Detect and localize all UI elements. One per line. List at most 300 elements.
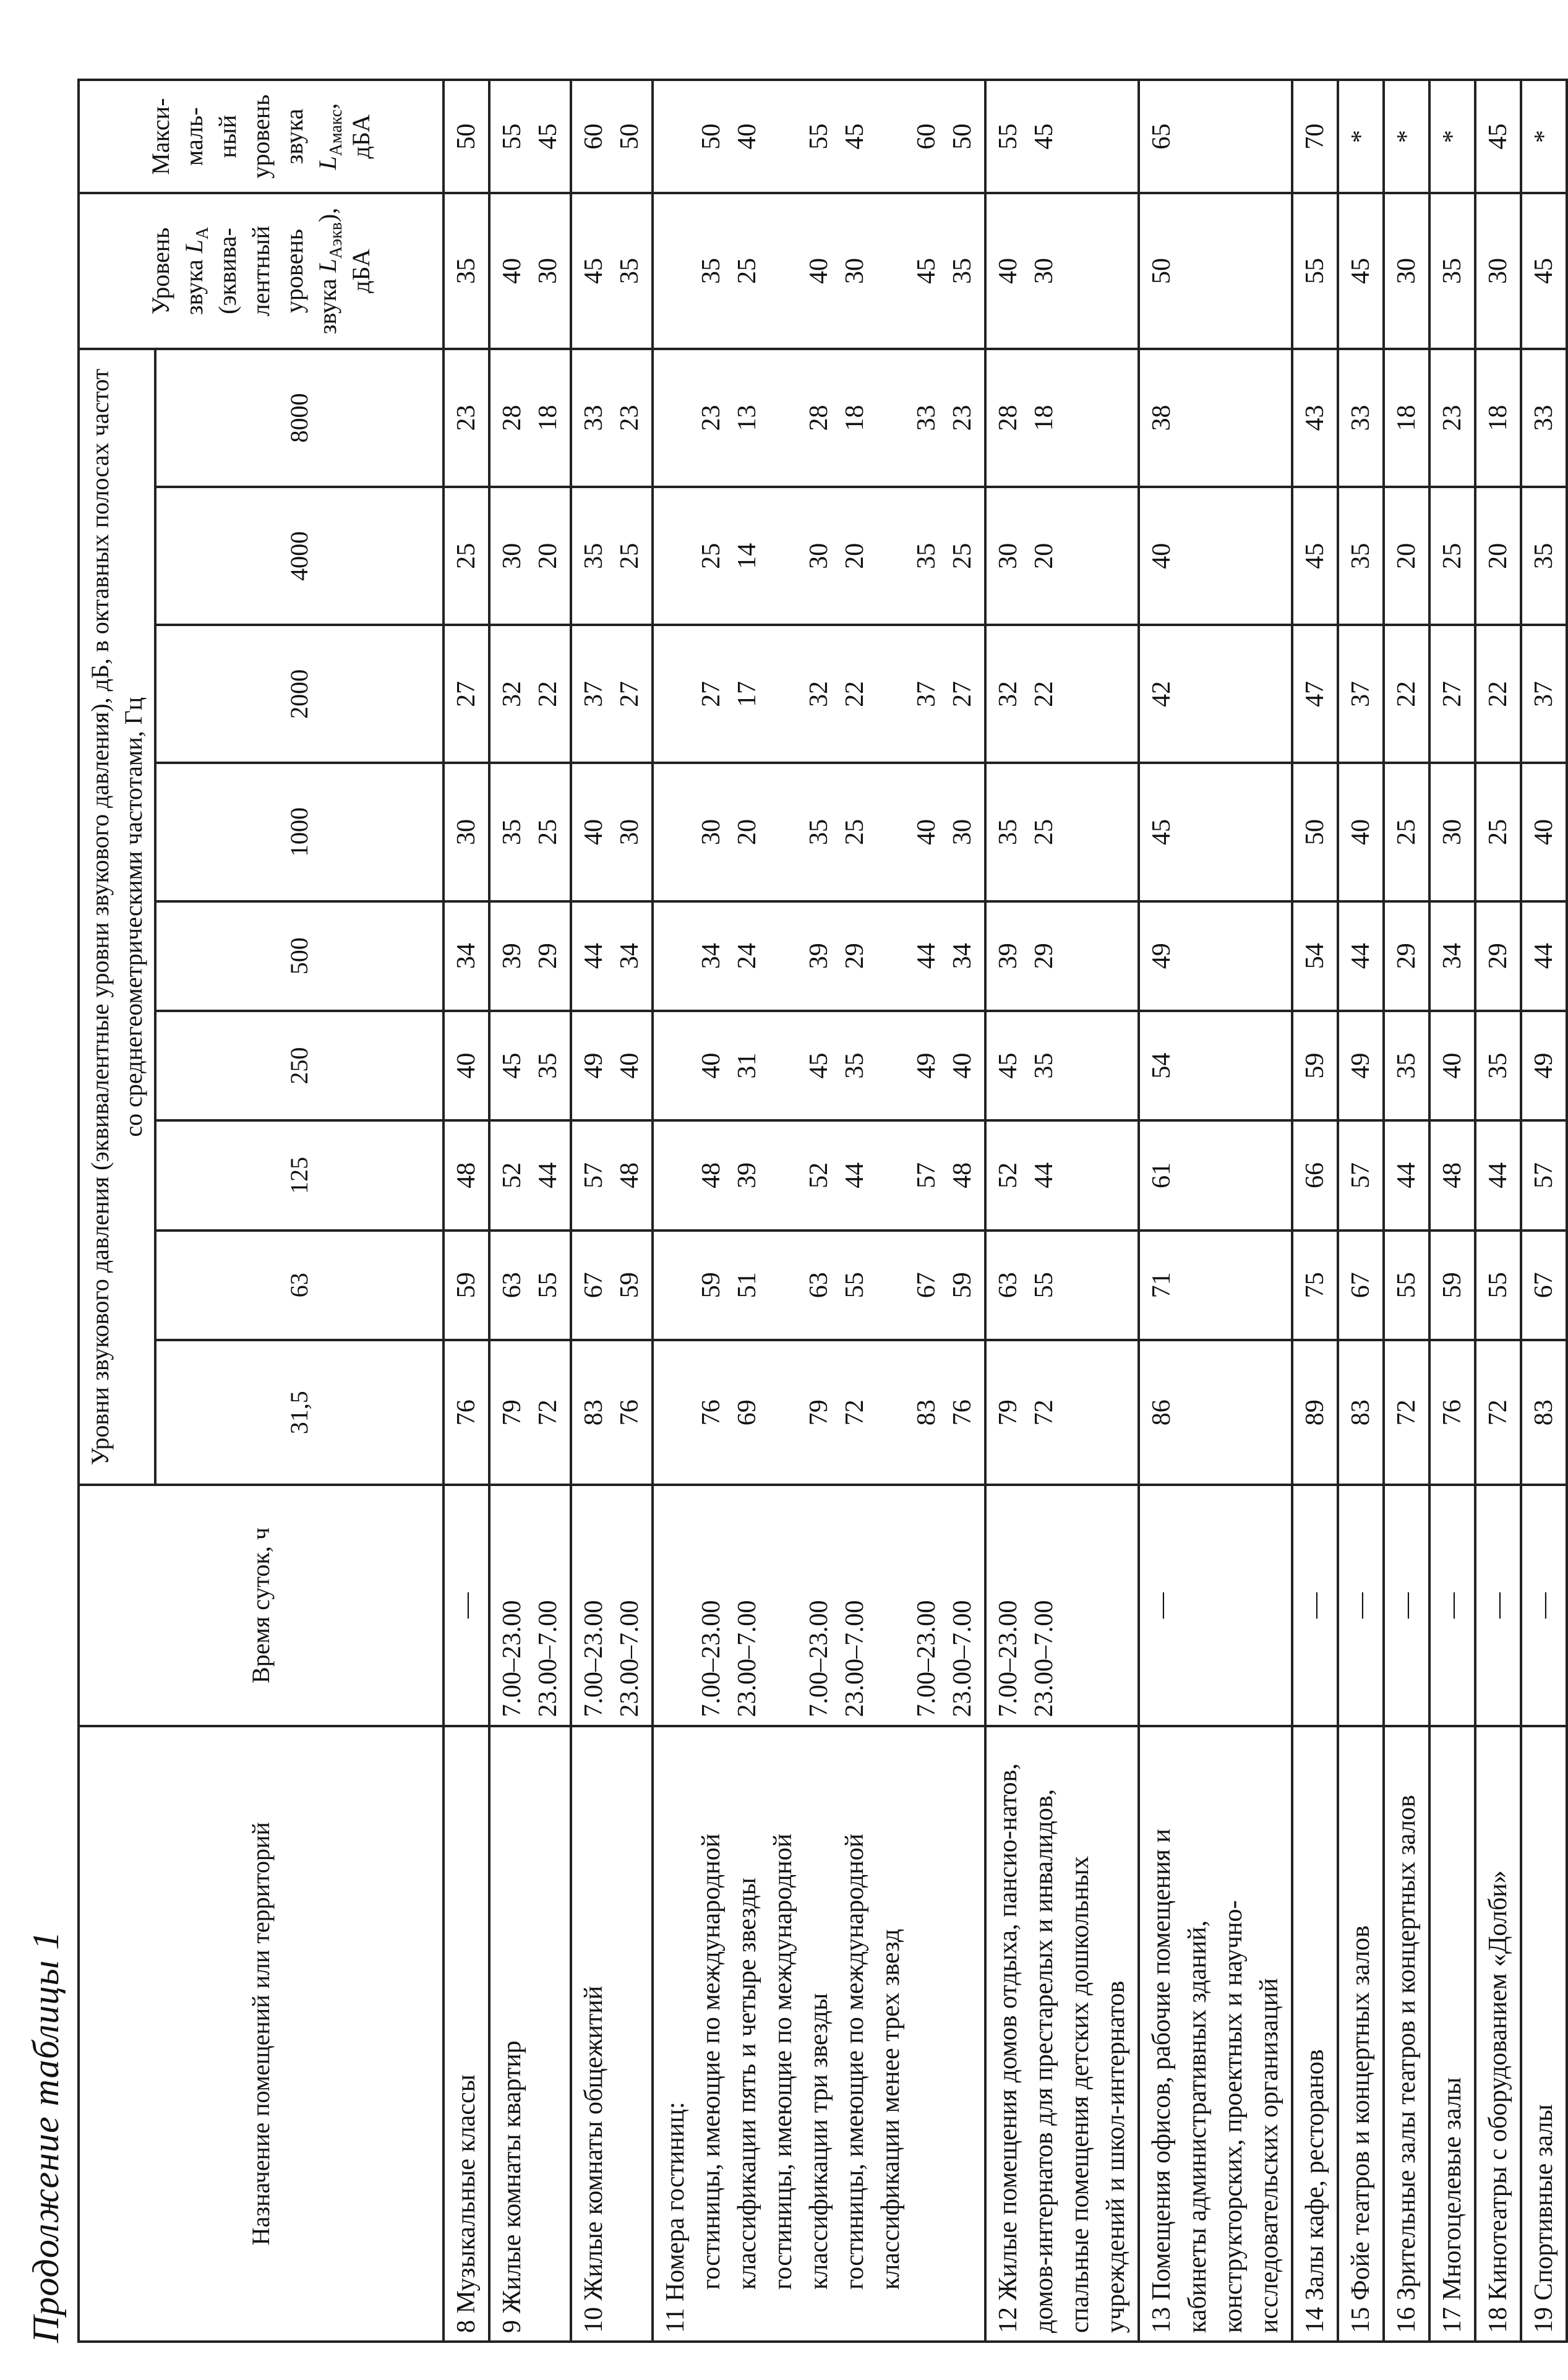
- level-value: 28: [805, 405, 833, 431]
- value-cell: [1384, 1011, 1429, 1120]
- level-value: 67: [1530, 1272, 1558, 1299]
- level-value: 50: [452, 123, 481, 150]
- value-cell: [1338, 625, 1384, 763]
- freq-header: 1000: [155, 763, 443, 901]
- value-cell: [1475, 625, 1521, 763]
- level-value: 29: [534, 943, 562, 969]
- room-name: [571, 1726, 653, 2342]
- value-cell: [1475, 1011, 1521, 1120]
- level-value: 72: [841, 1399, 869, 1426]
- room-name: [1384, 1726, 1429, 2342]
- level-value: 37: [580, 681, 608, 707]
- time-of-day: [1429, 1485, 1475, 1725]
- level-value: 35: [452, 258, 481, 285]
- level-value: 40: [994, 258, 1022, 285]
- room-title: 13 Помещения офисов, рабочие помещения и кабинеты административных зданий, конструкторских, проектных и научно-исследовательских организаций: [1147, 1829, 1283, 2333]
- value-cell: [1475, 901, 1521, 1011]
- value-cell: [985, 1340, 1139, 1485]
- spacer: [765, 1015, 801, 1117]
- table-row: [443, 80, 489, 2342]
- value-cell: [1429, 763, 1475, 901]
- value-cell: [1292, 1340, 1338, 1485]
- time-of-day: [985, 1485, 1139, 1725]
- level-value: 49: [912, 1052, 941, 1079]
- value-cell: [571, 625, 653, 763]
- time-value: 7.00–23.00: [805, 1600, 833, 1717]
- level-value: 30: [1484, 258, 1512, 285]
- spacer: [658, 905, 693, 1007]
- value-cell: [1292, 763, 1338, 901]
- level-value: 61: [1147, 1162, 1176, 1188]
- level-value: 40: [1347, 818, 1375, 845]
- level-value: 35: [1347, 543, 1375, 569]
- level-value: 52: [805, 1162, 833, 1188]
- value-cell: [489, 1011, 571, 1120]
- level-value: 52: [994, 1162, 1022, 1188]
- time-of-day: [489, 1485, 571, 1725]
- value-cell: [571, 1120, 653, 1230]
- level-value: 43: [1301, 405, 1329, 431]
- spacer: [873, 905, 909, 1007]
- value-cell: [1292, 1231, 1338, 1340]
- time-value: 23.00–7.00: [615, 1600, 644, 1717]
- level-value: 45: [1301, 543, 1329, 569]
- level-value: 44: [912, 943, 941, 969]
- level-value: 30: [1392, 258, 1421, 285]
- header-time: Время суток, ч: [79, 1485, 443, 1725]
- value-cell: [1429, 193, 1475, 349]
- time-value: 23.00–7.00: [733, 1600, 761, 1717]
- level-value: 29: [1030, 943, 1058, 969]
- value-cell: [1338, 1120, 1384, 1230]
- level-value: 35: [948, 258, 977, 285]
- value-cell: [653, 80, 985, 193]
- time-of-day: [571, 1485, 653, 1725]
- time-of-day: [1475, 1485, 1521, 1725]
- level-value: 39: [994, 943, 1022, 969]
- level-value: 35: [498, 818, 526, 845]
- time-value: —: [1484, 1592, 1512, 1618]
- level-value: 32: [994, 681, 1022, 707]
- spacer: [873, 1015, 909, 1117]
- level-value: 30: [534, 258, 562, 285]
- table-row: [653, 80, 985, 2342]
- level-value: 75: [1301, 1272, 1329, 1299]
- level-value: 42: [1147, 681, 1176, 707]
- level-value: 55: [841, 1272, 869, 1299]
- level-value: 50: [948, 123, 977, 150]
- level-value: 35: [580, 543, 608, 569]
- table-row: [489, 80, 571, 2342]
- spacer: [873, 1234, 909, 1336]
- spacer: [765, 1344, 801, 1482]
- value-cell: [489, 901, 571, 1011]
- room-name: [1521, 1726, 1567, 2342]
- value-cell: [1139, 193, 1292, 349]
- level-value: 27: [452, 681, 481, 707]
- level-value: 45: [580, 258, 608, 285]
- value-cell: [1475, 193, 1521, 349]
- table-row: [1338, 80, 1384, 2342]
- level-value: 18: [1484, 405, 1512, 431]
- value-cell: [1292, 1011, 1338, 1120]
- noise-levels-table: [77, 79, 1568, 2343]
- spacer: [658, 1015, 693, 1117]
- value-cell: [1521, 1011, 1567, 1120]
- level-value: 33: [1530, 405, 1558, 431]
- level-value: 17: [733, 681, 761, 707]
- room-title: 11 Номера гостиниц:: [661, 2102, 690, 2333]
- level-value: 49: [580, 1052, 608, 1079]
- level-value: 35: [805, 818, 833, 845]
- spacer: [658, 1493, 693, 1717]
- level-value: 22: [1392, 681, 1421, 707]
- time-value: —: [1438, 1592, 1467, 1618]
- level-value: 30: [697, 818, 726, 845]
- time-value: 7.00–23.00: [697, 1600, 726, 1717]
- room-title: 8 Музыкальные классы: [452, 2074, 481, 2333]
- level-value: 30: [615, 818, 644, 845]
- spacer: [873, 1124, 909, 1226]
- level-value: 44: [1392, 1162, 1421, 1188]
- spacer: [765, 84, 801, 189]
- value-cell: [1384, 349, 1429, 487]
- value-cell: [1338, 901, 1384, 1011]
- room-name: [1475, 1726, 1521, 2342]
- value-cell: [1338, 1231, 1384, 1340]
- level-value: 45: [841, 123, 869, 150]
- value-cell: [1139, 1231, 1292, 1340]
- level-value: 25: [1484, 818, 1512, 845]
- value-cell: [1139, 763, 1292, 901]
- level-value: 76: [1438, 1399, 1467, 1426]
- level-value: 44: [1530, 943, 1558, 969]
- level-value: 44: [580, 943, 608, 969]
- level-value: 33: [1347, 405, 1375, 431]
- value-cell: [1292, 625, 1338, 763]
- spacer: [658, 197, 693, 345]
- value-cell: [1521, 193, 1567, 349]
- level-value: 55: [534, 1272, 562, 1299]
- value-cell: [489, 349, 571, 487]
- level-value: 45: [1030, 123, 1058, 150]
- level-value: 35: [1484, 1052, 1512, 1079]
- level-value: 44: [1484, 1162, 1512, 1188]
- table-row: [1429, 80, 1475, 2342]
- value-cell: [1384, 193, 1429, 349]
- level-value: 20: [1484, 543, 1512, 569]
- freq-header: 500: [155, 901, 443, 1011]
- value-cell: [985, 487, 1139, 625]
- room-title: 10 Жилые комнаты общежитий: [580, 1985, 608, 2333]
- level-value: 67: [912, 1272, 941, 1299]
- room-name: [1292, 1726, 1338, 2342]
- value-cell: [489, 487, 571, 625]
- value-cell: [985, 1120, 1139, 1230]
- value-cell: [653, 1120, 985, 1230]
- level-value: 52: [498, 1162, 526, 1188]
- level-value: 38: [1147, 405, 1176, 431]
- spacer: [765, 1493, 801, 1717]
- value-cell: [571, 349, 653, 487]
- value-cell: [1139, 80, 1292, 193]
- level-value: *: [1392, 130, 1421, 144]
- spacer: [765, 905, 801, 1007]
- value-cell: [1139, 487, 1292, 625]
- value-cell: [1384, 1340, 1429, 1485]
- level-value: 48: [697, 1162, 726, 1188]
- level-value: 25: [1392, 818, 1421, 845]
- room-name: [443, 1726, 489, 2342]
- value-cell: [489, 763, 571, 901]
- level-value: 54: [1301, 943, 1329, 969]
- table-row: [1292, 80, 1338, 2342]
- value-cell: [571, 1231, 653, 1340]
- level-value: 49: [1347, 1052, 1375, 1079]
- level-value: 18: [841, 405, 869, 431]
- level-value: 57: [1347, 1162, 1375, 1188]
- value-cell: [443, 763, 489, 901]
- level-value: 29: [1484, 943, 1512, 969]
- level-value: 59: [1301, 1052, 1329, 1079]
- level-value: 30: [948, 818, 977, 845]
- value-cell: [985, 193, 1139, 349]
- level-value: 40: [697, 1052, 726, 1079]
- time-of-day: [1139, 1485, 1292, 1725]
- value-cell: [1338, 1011, 1384, 1120]
- level-value: 25: [733, 258, 761, 285]
- value-cell: [1521, 349, 1567, 487]
- value-cell: [1139, 349, 1292, 487]
- level-value: 23: [1438, 405, 1467, 431]
- level-value: 45: [498, 1052, 526, 1079]
- level-value: 55: [1030, 1272, 1058, 1299]
- level-value: 83: [1530, 1399, 1558, 1426]
- freq-header: 125: [155, 1120, 443, 1230]
- level-value: 20: [841, 543, 869, 569]
- freq-header: 250: [155, 1011, 443, 1120]
- level-value: 55: [1484, 1272, 1512, 1299]
- level-value: 28: [994, 405, 1022, 431]
- value-cell: [1384, 1231, 1429, 1340]
- level-value: 34: [1438, 943, 1467, 969]
- value-cell: [1292, 1120, 1338, 1230]
- level-value: 79: [994, 1399, 1022, 1426]
- spacer: [765, 1234, 801, 1336]
- level-value: 40: [1530, 818, 1558, 845]
- level-value: 49: [1147, 943, 1176, 969]
- value-cell: [1475, 1340, 1521, 1485]
- value-cell: [443, 80, 489, 193]
- level-value: 18: [1030, 405, 1058, 431]
- level-value: 29: [841, 943, 869, 969]
- value-cell: [571, 487, 653, 625]
- level-value: 67: [1347, 1272, 1375, 1299]
- level-value: 25: [841, 818, 869, 845]
- value-cell: [1292, 80, 1338, 193]
- room-subtype: гостиницы, имеющие по международной классификации менее трех звезд: [841, 1833, 905, 2290]
- spacer: [873, 767, 909, 897]
- header-lmax: Макси-маль-ный уровень звука $L_{Амакс}$, дБА: [79, 80, 443, 193]
- value-cell: [1429, 1340, 1475, 1485]
- value-cell: [489, 193, 571, 349]
- level-value: 50: [697, 123, 726, 150]
- level-value: 40: [948, 1052, 977, 1079]
- time-of-day: [1521, 1485, 1567, 1725]
- level-value: 23: [615, 405, 644, 431]
- room-title: 14 Залы кафе, ресторанов: [1301, 2049, 1329, 2333]
- level-value: 35: [994, 818, 1022, 845]
- level-value: 30: [498, 543, 526, 569]
- value-cell: [1384, 487, 1429, 625]
- room-subtype: гостиницы, имеющие по международной классификации пять и четыре звезды: [697, 1833, 761, 2290]
- level-value: 48: [452, 1162, 481, 1188]
- value-cell: [653, 901, 985, 1011]
- value-cell: [1384, 1120, 1429, 1230]
- value-cell: [985, 625, 1139, 763]
- level-value: 31: [733, 1052, 761, 1079]
- level-value: 49: [1530, 1052, 1558, 1079]
- value-cell: [653, 1011, 985, 1120]
- level-value: 65: [1147, 123, 1176, 150]
- level-value: 33: [580, 405, 608, 431]
- level-value: 45: [1147, 818, 1176, 845]
- value-cell: [985, 1011, 1139, 1120]
- value-cell: [1521, 80, 1567, 193]
- spacer: [765, 629, 801, 759]
- level-value: 32: [498, 681, 526, 707]
- level-value: 72: [534, 1399, 562, 1426]
- level-value: 18: [534, 405, 562, 431]
- level-value: 40: [580, 818, 608, 845]
- level-value: 35: [1392, 1052, 1421, 1079]
- table-row: [985, 80, 1139, 2342]
- level-value: 25: [615, 543, 644, 569]
- table-body: [443, 80, 1567, 2342]
- time-of-day: [1292, 1485, 1338, 1725]
- time-of-day: [1384, 1485, 1429, 1725]
- spacer: [873, 1493, 909, 1717]
- level-value: 79: [805, 1399, 833, 1426]
- spacer: [765, 197, 801, 345]
- value-cell: [653, 193, 985, 349]
- value-cell: [1292, 193, 1338, 349]
- level-value: 83: [1347, 1399, 1375, 1426]
- value-cell: [571, 1011, 653, 1120]
- level-value: 25: [452, 543, 481, 569]
- spacer: [658, 1234, 693, 1336]
- value-cell: [443, 1340, 489, 1485]
- table-row: [1139, 80, 1292, 2342]
- value-cell: [1292, 349, 1338, 487]
- level-value: 35: [1530, 543, 1558, 569]
- spacer: [873, 629, 909, 759]
- level-value: 57: [580, 1162, 608, 1188]
- value-cell: [1521, 901, 1567, 1011]
- value-cell: [443, 1120, 489, 1230]
- level-value: 45: [1484, 123, 1512, 150]
- time-value: —: [1392, 1592, 1421, 1618]
- value-cell: [443, 1011, 489, 1120]
- value-cell: [1521, 1120, 1567, 1230]
- level-value: *: [1438, 130, 1467, 144]
- spacer: [658, 629, 693, 759]
- level-value: 35: [534, 1052, 562, 1079]
- level-value: 14: [733, 543, 761, 569]
- level-value: 86: [1147, 1399, 1176, 1426]
- value-cell: [1521, 1231, 1567, 1340]
- value-cell: [1475, 349, 1521, 487]
- level-value: 35: [697, 258, 726, 285]
- level-value: 48: [1438, 1162, 1467, 1188]
- level-value: 33: [912, 405, 941, 431]
- value-cell: [1475, 80, 1521, 193]
- room-title: 16 Зрительные залы театров и концертных залов: [1392, 1795, 1421, 2333]
- spacer: [765, 491, 801, 621]
- level-value: 30: [841, 258, 869, 285]
- level-value: 40: [805, 258, 833, 285]
- level-value: 59: [452, 1272, 481, 1299]
- value-cell: [653, 487, 985, 625]
- freq-header: 63: [155, 1231, 443, 1340]
- table-row: [1521, 80, 1567, 2342]
- level-value: 39: [498, 943, 526, 969]
- time-value: —: [1147, 1592, 1176, 1618]
- value-cell: [1338, 1340, 1384, 1485]
- level-value: 25: [534, 818, 562, 845]
- value-cell: [985, 901, 1139, 1011]
- room-title: 19 Спортивные залы: [1530, 2104, 1558, 2333]
- value-cell: [443, 193, 489, 349]
- value-cell: [571, 193, 653, 349]
- header-la: Уровень звука $L_A$ (эквива-лентный уровень звука $L_{Аэкв}$), дБА: [79, 193, 443, 349]
- value-cell: [489, 625, 571, 763]
- level-value: 23: [948, 405, 977, 431]
- spacer: [658, 84, 693, 189]
- level-value: 34: [948, 943, 977, 969]
- level-value: 22: [534, 681, 562, 707]
- time-value: 23.00–7.00: [534, 1600, 562, 1717]
- level-value: 63: [498, 1272, 526, 1299]
- level-value: 83: [912, 1399, 941, 1426]
- value-cell: [1521, 763, 1567, 901]
- level-value: 40: [912, 818, 941, 845]
- value-cell: [1521, 625, 1567, 763]
- room-name: [985, 1726, 1139, 2342]
- room-name: [489, 1726, 571, 2342]
- spacer: [765, 767, 801, 897]
- value-cell: [985, 80, 1139, 193]
- value-cell: [1384, 625, 1429, 763]
- value-cell: [1338, 80, 1384, 193]
- value-cell: [653, 349, 985, 487]
- level-value: 79: [498, 1399, 526, 1426]
- level-value: 72: [1484, 1399, 1512, 1426]
- level-value: 20: [534, 543, 562, 569]
- level-value: 45: [1347, 258, 1375, 285]
- time-of-day: [653, 1485, 985, 1725]
- value-cell: [1429, 1011, 1475, 1120]
- level-value: 51: [733, 1272, 761, 1299]
- value-cell: [1429, 349, 1475, 487]
- level-value: 35: [912, 543, 941, 569]
- level-value: 37: [1530, 681, 1558, 707]
- level-value: 27: [615, 681, 644, 707]
- value-cell: [1139, 625, 1292, 763]
- level-value: 28: [498, 405, 526, 431]
- level-value: 70: [1301, 123, 1329, 150]
- level-value: 83: [580, 1399, 608, 1426]
